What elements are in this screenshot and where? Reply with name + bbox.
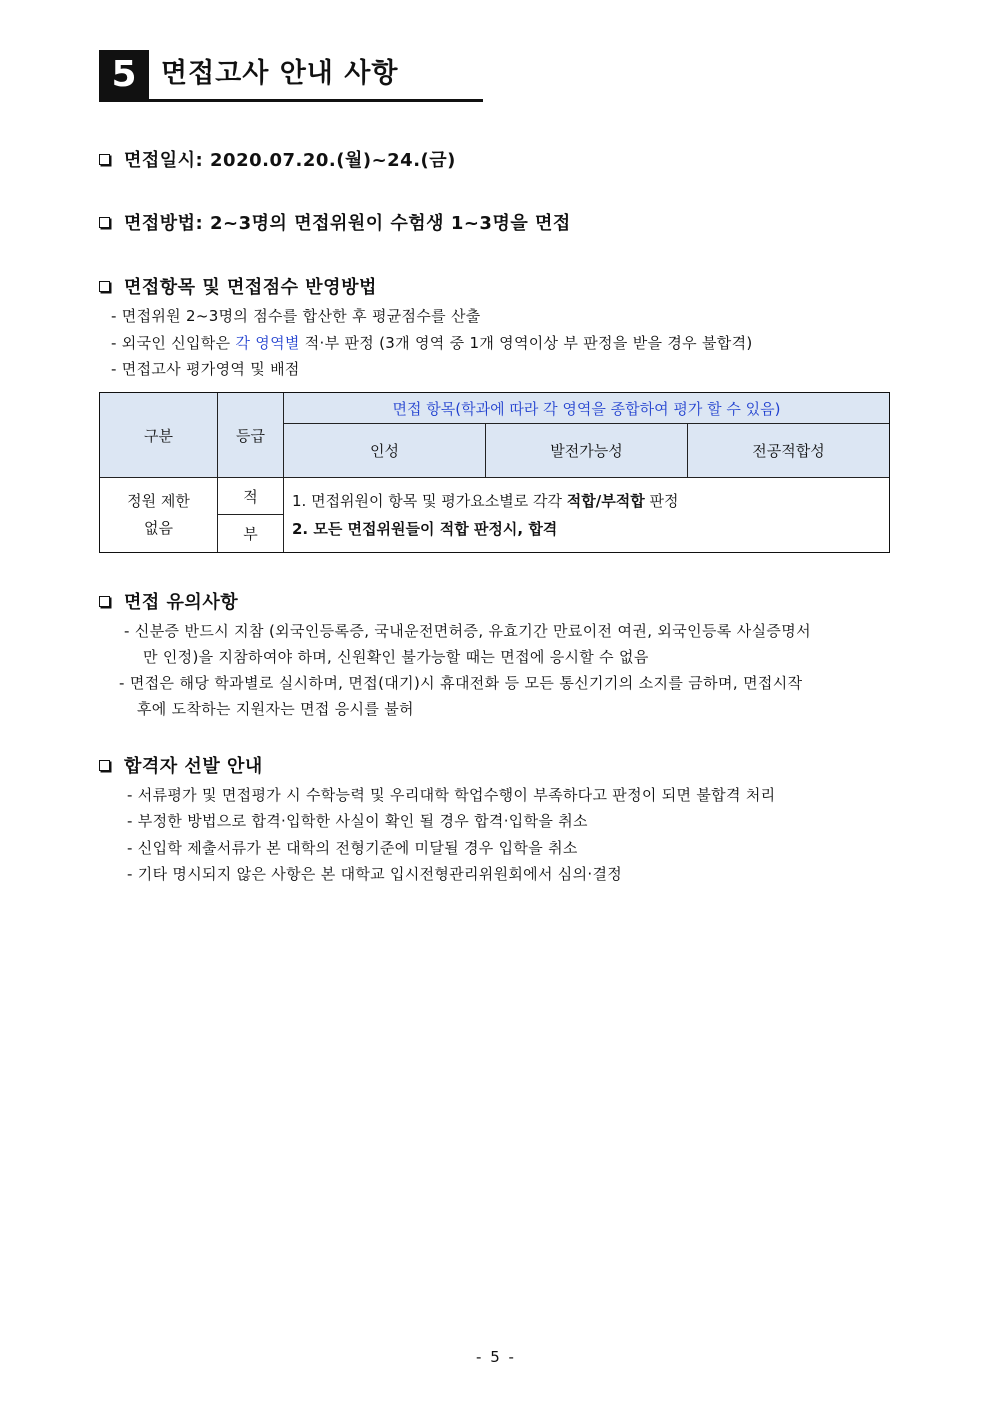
- scoring-line-3: - 면접고사 평가영역 및 배점: [111, 360, 300, 378]
- scoring-line-2-post: 적·부 판정 (3개 영역 중 1개 영역이상 부 판정을 받을 경우 불합격): [299, 334, 753, 352]
- scoring-line-2: [111, 332, 753, 353]
- selection-line-1: - 서류평가 및 면접평가 시 수학능력 및 우리대학 학업수행이 부족하다고 판정이 되면 불합격 처리: [127, 786, 776, 804]
- scoring-line-2-highlight: 각 영역별: [235, 334, 300, 352]
- evaluation-table: [99, 392, 890, 553]
- cautions-heading-text: 면접 유의사항: [124, 592, 239, 613]
- interview-date-text: 면접일시: 2020.07.20.(월)~24.(금): [124, 150, 456, 171]
- selection-line-4: - 기타 명시되지 않은 사항은 본 대학교 입시전형관리위원회에서 심의·결정: [127, 865, 623, 883]
- description-line-1-post: 판정: [644, 492, 679, 510]
- selection-heading: [99, 752, 263, 778]
- section-number: 5: [99, 50, 149, 100]
- header-item-potential: 발전가능성: [485, 423, 688, 478]
- section-header: [99, 50, 483, 102]
- header-item-personality: 인성: [283, 423, 486, 478]
- selection-heading-text: 합격자 선발 안내: [124, 756, 263, 777]
- checkbox-square-icon: [99, 760, 110, 771]
- description-line-1: [292, 487, 678, 515]
- cautions-heading: [99, 588, 238, 614]
- row-category-line-1: 정원 제한: [127, 492, 190, 510]
- grade-pass: 적: [217, 477, 284, 515]
- cautions-line-1: - 신분증 반드시 지참 (외국인등록증, 국내운전면허증, 유효기간 만료이전 여권, 외국인등록 사실증명서: [124, 622, 811, 640]
- description-line-2: 2. 모든 면접위원들이 적합 판정시, 합격: [292, 520, 558, 538]
- scoring-heading-text: 면접항목 및 면접점수 반영방법: [124, 277, 377, 298]
- page-number: - 5 -: [476, 1348, 516, 1366]
- interview-date-heading: [99, 146, 456, 172]
- header-category: 구분: [99, 392, 218, 478]
- header-items: 면접 항목(학과에 따라 각 영역을 종합하여 평가 할 수 있음): [283, 392, 890, 424]
- row-description: [283, 477, 890, 553]
- cautions-line-2: - 면접은 해당 학과별로 실시하며, 면접(대기)시 휴대전화 등 모든 통신기기의 소지를 금하며, 면접시작: [119, 674, 803, 692]
- checkbox-square-icon: [99, 154, 110, 165]
- description-line-1-pre: 1. 면접위원이 항목 및 평가요소별로 각각: [292, 492, 567, 510]
- scoring-heading: [99, 273, 377, 299]
- row-category: [99, 477, 218, 553]
- checkbox-square-icon: [99, 217, 110, 228]
- selection-line-2: - 부정한 방법으로 합격·입학한 사실이 확인 될 경우 합격·입학을 취소: [127, 812, 588, 830]
- description-line-1-bold: 적합/부적합: [566, 492, 645, 510]
- scoring-line-2-pre: - 외국인 신입학은: [111, 334, 236, 352]
- section-underline: [99, 99, 483, 102]
- cautions-line-2b: 후에 도착하는 지원자는 면접 응시를 불허: [137, 700, 414, 718]
- header-item-major-fit: 전공적합성: [687, 423, 890, 478]
- scoring-line-1: - 면접위원 2~3명의 점수를 합산한 후 평균점수를 산출: [111, 307, 481, 325]
- checkbox-square-icon: [99, 281, 110, 292]
- interview-method-heading: [99, 209, 571, 235]
- selection-line-3: - 신입학 제출서류가 본 대학의 전형기준에 미달될 경우 입학을 취소: [127, 839, 578, 857]
- cautions-line-1b: 만 인정)을 지참하여야 하며, 신원확인 불가능할 때는 면접에 응시할 수 없음: [143, 648, 649, 666]
- interview-method-text: 면접방법: 2~3명의 면접위원이 수험생 1~3명을 면접: [124, 213, 571, 234]
- grade-fail: 부: [217, 514, 284, 553]
- checkbox-square-icon: [99, 596, 110, 607]
- row-category-line-2: 없음: [144, 519, 173, 537]
- section-title: 면접고사 안내 사항: [161, 58, 399, 89]
- header-grade: 등급: [217, 392, 284, 478]
